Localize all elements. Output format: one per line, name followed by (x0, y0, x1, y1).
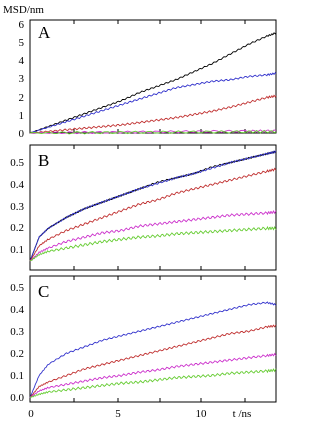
panel-c-label: C (38, 282, 50, 301)
panel-a-series-line (30, 95, 276, 133)
panel-c-series-line (30, 369, 276, 398)
panel-a-ytick-label: 0 (18, 128, 24, 140)
panel-b-series (30, 145, 276, 270)
y-axis-title: MSD/nm (3, 4, 44, 16)
xtick-label: 10 (195, 408, 207, 420)
panel-c-series-line (30, 302, 276, 398)
panel-c-ytick-label: 0.1 (10, 370, 24, 382)
panel-a-series (30, 20, 276, 134)
panel-a-ytick-label: 5 (18, 37, 24, 49)
panel-a-series-line (30, 33, 276, 133)
panel-b-series-line (30, 227, 276, 261)
panel-a-ytick-label: 3 (18, 73, 24, 85)
panel-c (10, 276, 276, 404)
x-axis (28, 408, 251, 420)
x-axis-title: t /ns (232, 408, 252, 420)
panel-c-ytick-label: 0.3 (10, 326, 24, 338)
panel-a (19, 19, 277, 140)
panel-c-ytick-label: 0.0 (10, 392, 24, 404)
panel-c-ytick-label: 0.4 (10, 304, 24, 316)
panel-b-ytick-label: 0.5 (10, 157, 24, 169)
panel-a-ytick-label: 1 (18, 110, 24, 122)
panel-a-yticks (19, 19, 25, 140)
panel-c-series-line (30, 325, 276, 398)
panel-a-frame (30, 20, 276, 133)
panel-a-ytick-label: 2 (18, 92, 24, 104)
panel-b-label: B (38, 151, 50, 170)
panel-b (10, 145, 276, 270)
panel-b-frame (30, 145, 276, 270)
xtick-label: 5 (115, 408, 121, 420)
panel-c-frame (30, 276, 276, 402)
panel-a-series-line (30, 73, 276, 133)
panel-b-series-line (30, 151, 276, 262)
panel-b-ytick-label: 0.3 (10, 201, 24, 213)
panel-a-label: A (38, 23, 51, 42)
panel-c-ytick-label: 0.5 (10, 282, 24, 294)
panel-b-ytick-label: 0.2 (10, 222, 24, 234)
panel-c-ytick-label: 0.2 (10, 348, 24, 360)
panel-a-ytick-label: 6 (18, 19, 24, 31)
panel-c-series (30, 276, 276, 402)
panel-b-ytick-label: 0.1 (10, 244, 24, 256)
panel-b-series-line (30, 151, 276, 261)
xtick-label: 0 (28, 408, 34, 420)
panel-c-yticks (10, 282, 24, 404)
panel-b-yticks (10, 157, 24, 256)
panel-a-ytick-label: 4 (18, 55, 24, 67)
panel-b-ytick-label: 0.4 (10, 179, 24, 191)
